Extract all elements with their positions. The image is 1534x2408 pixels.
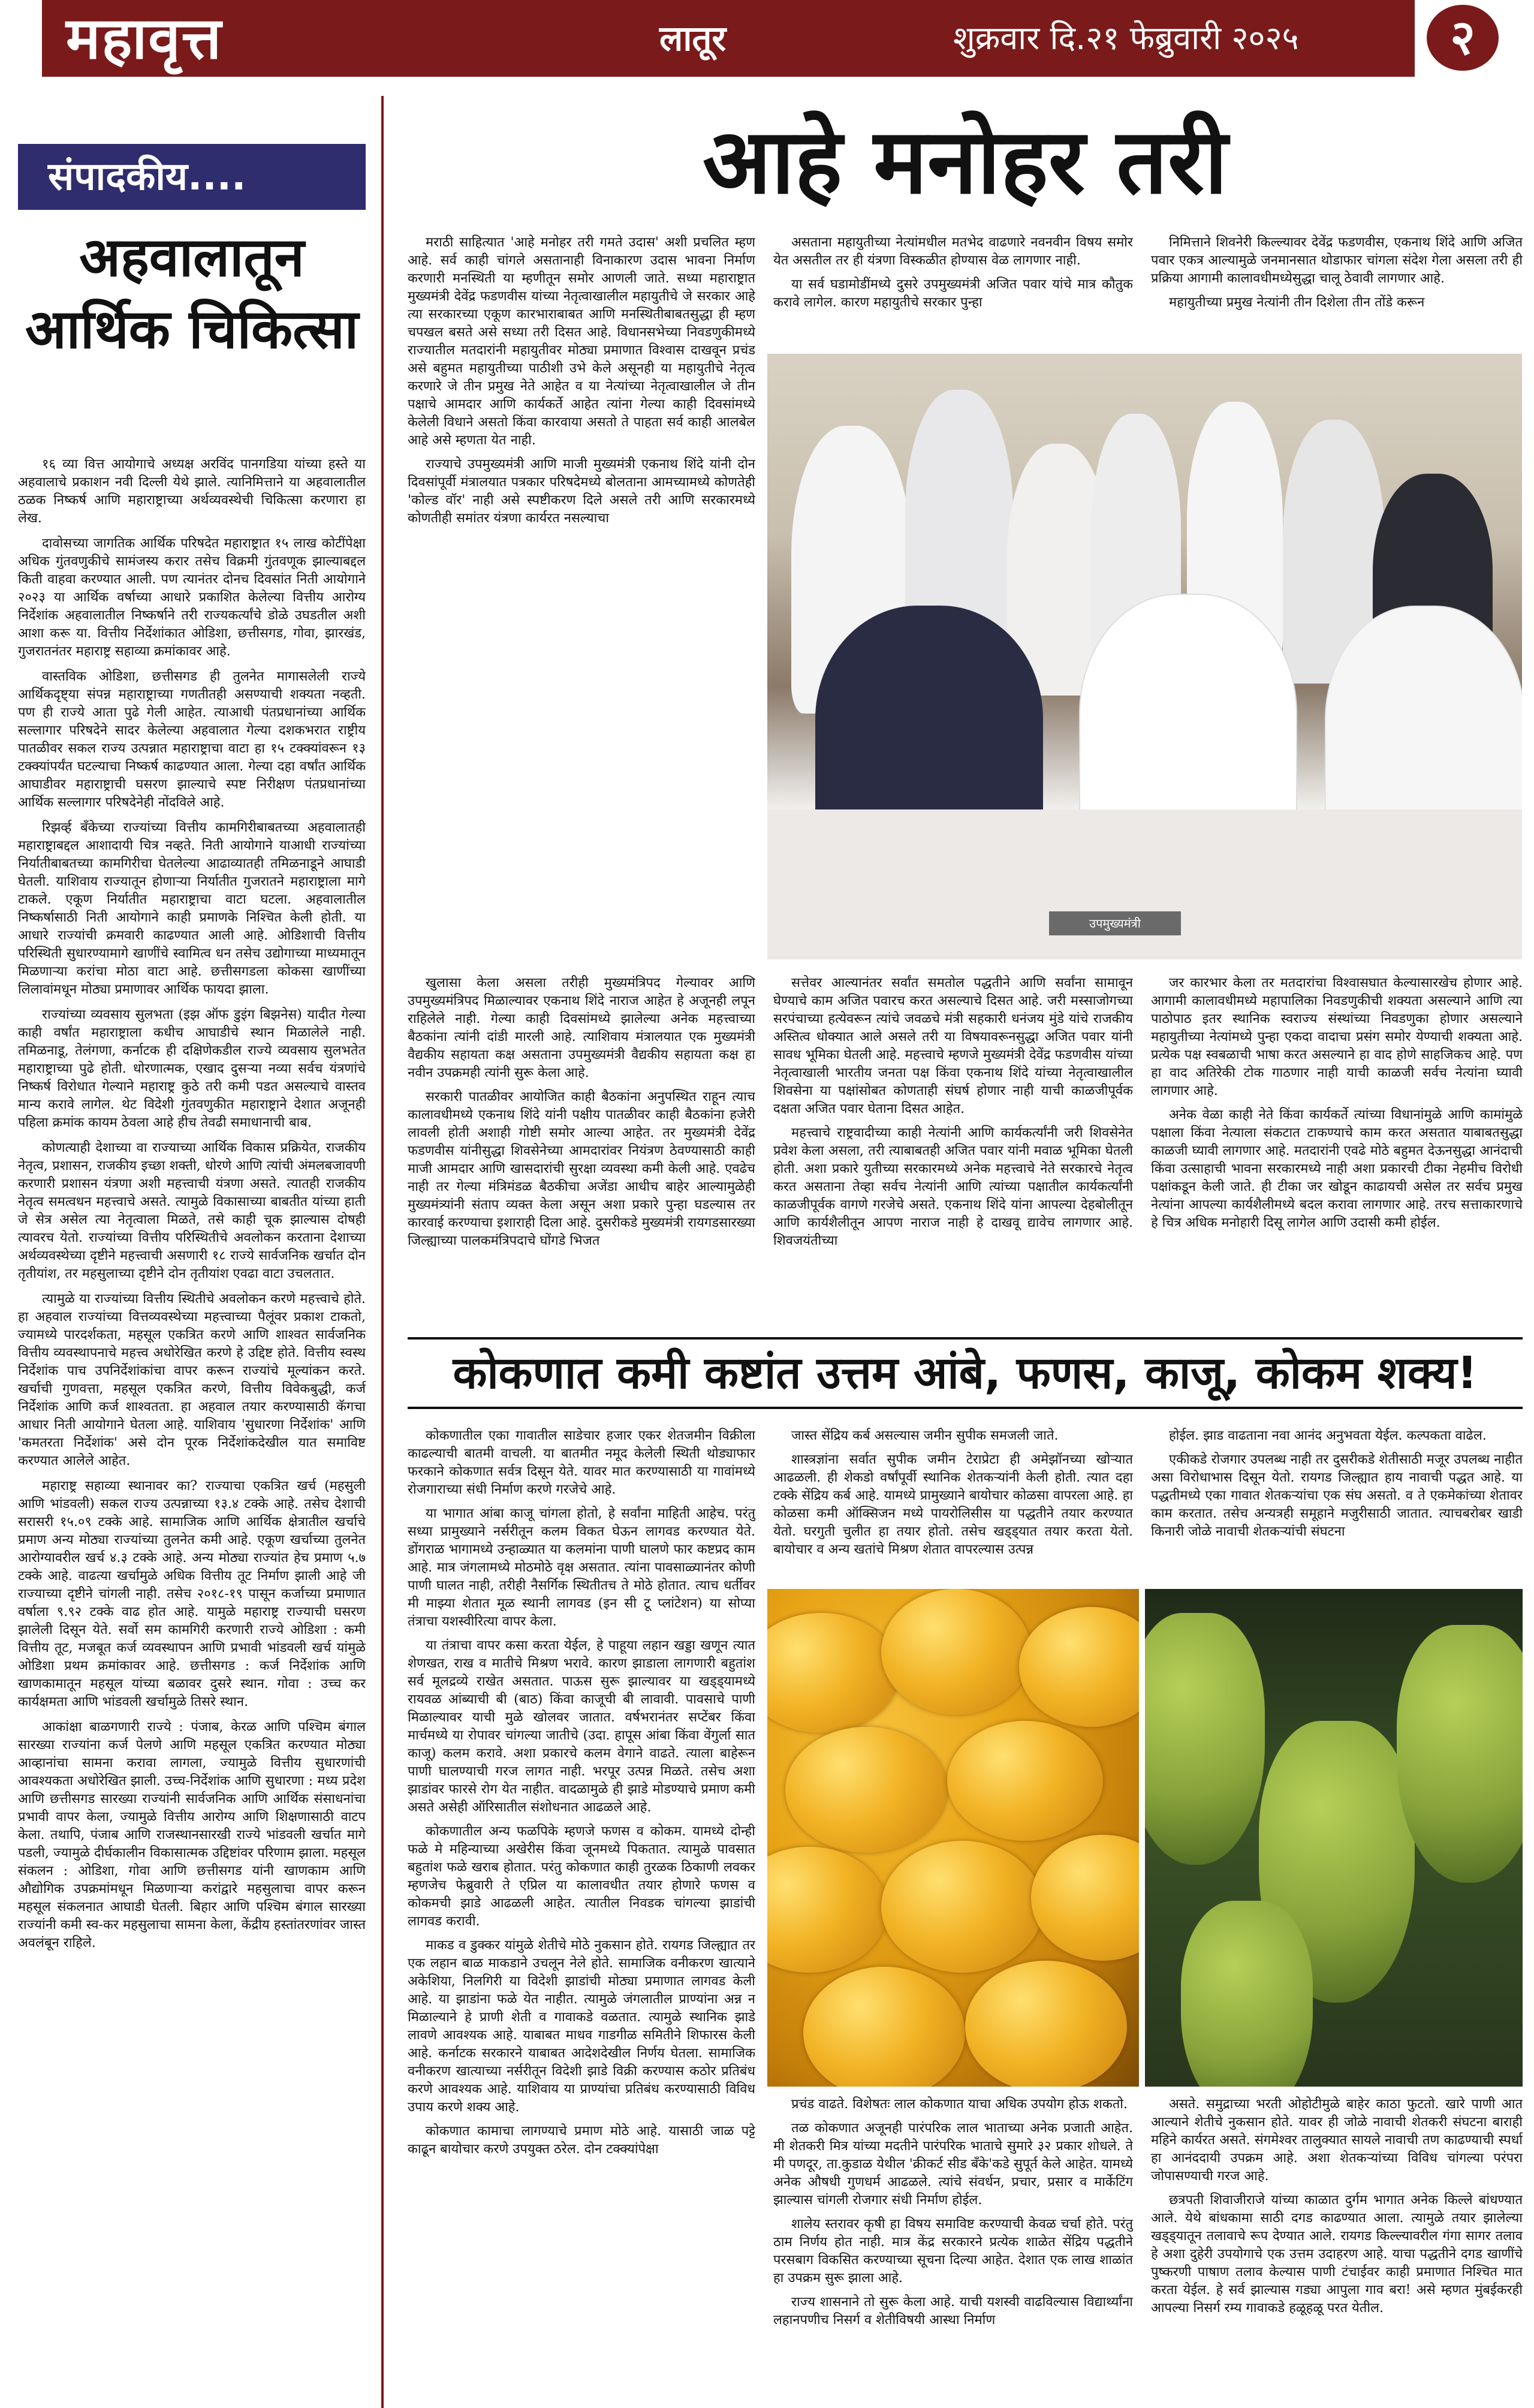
story1-column-3-bottom bbox=[1151, 974, 1523, 1328]
mango-fruit bbox=[881, 1589, 1031, 1715]
story1-paragraph: खुलासा केला असला तरीही मुख्यमंत्रिपद गेल्यावर आणि उपमुख्यमंत्रिपद मिळाल्यावर एकनाथ शिंदे नाराज आहेत हे अजूनही लपून राहिलेले नाही. गेल्या काही दिवसांमध्ये झालेल्या अनेक महत्त्वाच्या बैठकांना त्यांनी दांडी मारली आहे. त्याशिवाय मंत्रालयात एक मुख्यमंत्री वैद्यकीय सहायता कक्ष असताना उपमुख्यमंत्री वैद्यकीय सहायता कक्ष हा नवीन उपक्रमही त्यांनी सुरू केला आहे. bbox=[408, 976, 755, 1080]
editorial-paragraph: आकांक्षा बाळगणारी राज्ये : पंजाब, केरळ आणि पश्चिम बंगाल सारख्या राज्यांना कर्ज पेलणे आणि महसूल एकत्रित करण्यात मोठ्या आव्हानांचा सामना करावा लागला, ज्यामुळे वित्तीय सुधारणांची आवश्यकता अधोरेखित झाली. उच्च-निर्देशांक आणि सुधारणा : मध्य प्रदेश आणि छत्तीसगड सारख्या राज्यांनी सार्वजनिक आणि आर्थिक संसाधनांचा प्रभावी वापर केला, ज्यामुळे वित्तीय आरोग्य आणि शिक्षणासाठी वाटप केला. तथापि, पंजाब आणि राजस्थानसारखी राज्ये भांडवली खर्चात मागे पडली, ज्यामुळे दीर्घकालीन विकासात्मक उद्दिष्टांवर परिणाम झाला. महसूल संकलन : ओडिशा, गोवा आणि छत्तीसगड यांनी खाणकाम आणि औद्योगिक उपक्रमांमधून मिळणाऱ्या करांद्वारे महसुलाचा वापर करून महसूल संकलनात आघाडी घेतली. बिहार आणि पश्चिम बंगाल सारख्या राज्यांनी कमी स्व-कर महसुलाचा सामना केला, केंद्रीय हस्तांतरणांवर जास्त अवलंबून राहिले. bbox=[18, 1720, 366, 1951]
story2-column-1 bbox=[408, 1427, 755, 2398]
mango-fruit bbox=[1031, 1835, 1139, 1961]
editorial-paragraph: दावोसच्या जागतिक आर्थिक परिषदेत महाराष्ट्रात १५ लाख कोटींपेक्षा अधिक गुंतवणुकीचे सामंजस्य करार तसेच विक्रमी गुंतवणूक झाल्याबद्दल किती वाहवा करण्यात आली. पण त्यानंतर दोनच दिवसांत निती आयोगाने २०२३ या आर्थिक वर्षाच्या आधारे प्रकाशित केलेल्या वित्तीय आरोग्य निर्देशांक अहवालातील निष्कर्षाने तरी राज्यकर्त्यांचे डोळे उघडतील अशी आशा करू या. वित्तीय निर्देशांकात ओडिशा, छत्तीसगड, गोवा, झारखंड, गुजरातनंतर महाराष्ट्र सहाव्या क्रमांकावर आहे. bbox=[18, 536, 366, 659]
story1-paragraph: असताना महायुतीच्या नेत्यांमधील मतभेद वाढणारे नवनवीन विषय समोर येत असतील तर ही यंत्रणा विस्कळीत होण्यास वेळ लागणार नाही. bbox=[773, 235, 1133, 268]
editorial-paragraph: राज्यांच्या व्यवसाय सुलभता (इझ ऑफ डुइंग बिझनेस) यादीत गेल्या काही वर्षांत महाराष्ट्राला कधीच आघाडीचे स्थान मिळालेले नाही. तमिळनाडू, तेलंगणा, कर्नाटक ही दक्षिणेकडील राज्ये व्यवसाय सुलभतेत महाराष्ट्राच्या पुढे होती. धोरणात्मक, एखाद दुसऱ्या नव्या सर्वच यंत्रणांचे निष्कर्ष विरोधात गेल्याने महाराष्ट्र कुठे तरी कमी पडत असल्याचे वास्तव मान्य करावे लागेल. थेट विदेशी गुंतवणुकीत महाराष्ट्राने देशात अजूनही पहिला क्रमांक कायम ठेवला आहे हीच तेवढी समाधानाची बाब. bbox=[18, 1007, 366, 1130]
mango-fruit bbox=[965, 1961, 1127, 2087]
story1-column-1-top bbox=[408, 234, 755, 971]
story2-paragraph: कोकणात कामाचा लागण्याचे प्रमाण मोठे आहे. यासाठी जाळ पट्टे काढून बायोचार करणे उपयुक्त ठरेल. दोन टक्क्यांपेक्षा bbox=[408, 2124, 755, 2157]
story2-column-3-bottom bbox=[1151, 2096, 1523, 2401]
story1-paragraph: मराठी साहित्यात 'आहे मनोहर तरी गमते उदास' अशी प्रचलित म्हण आहे. सर्व काही चांगले असतानाही विनाकारण उदास भावना निर्माण करणारी मनस्थिती या म्हणीतून समोर आणली जाते. सध्या महाराष्ट्रात मुख्यमंत्री देवेंद्र फडणवीस यांच्या नेतृत्वाखालील महायुतीचे जे सरकार आहे त्या सरकारच्या एकूण कारभाराबाबत आणि मनस्थितीबाबतसुद्धा ही म्हण चपखल बसते असे सध्या तरी दिसत आहे. विधानसभेच्या निवडणुकीमध्ये राज्यातील मतदारांनी महायुतीवर मोठ्या प्रमाणात विश्वास दाखवून प्रचंड असे बहुमत महायुतीच्या पाठीशी उभे केले असूनही या महायुतीचे नेतृत्व करणारे जे तीन प्रमुख नेते आहेत व या नेत्यांच्या नेतृत्वाखालील जे तीन पक्षाचे आमदार आणि कार्यकर्ते आहेत त्यांना गेल्या काही दिवसांमध्ये केलेली विधाने असतो किंवा कारवाया असतो ते पाहता सर्व काही आलबेल आहे असे म्हणता येत नाही. bbox=[408, 235, 755, 448]
photo-nameplate: उपमुख्यमंत्री bbox=[1049, 911, 1181, 935]
story1-column-2-bottom bbox=[773, 974, 1133, 1328]
edition-date: शुक्रवार दि.२१ फेब्रुवारी २०२५ bbox=[953, 19, 1299, 57]
editorial-paragraph: १६ व्या वित्त आयोगाचे अध्यक्ष अरविंद पानगडिया यांच्या हस्ते या अहवालाचे प्रकाशन नवी दिल्ली येथे झाले. त्यानिमित्ताने या अहवालातील ठळक निष्कर्ष आणि महाराष्ट्राच्या अर्थव्यवस्थेची चिकित्सा करणारा हा लेख. bbox=[18, 457, 366, 526]
story1-paragraph: या सर्व घडामोडींमध्ये दुसरे उपमुख्यमंत्री अजित पवार यांचे मात्र कौतुक करावे लागेल. कारण महायुतीचे सरकार पुन्हा bbox=[773, 277, 1133, 310]
masthead bbox=[0, 0, 1534, 77]
jackfruit bbox=[1397, 1625, 1523, 1883]
story1-column-3-top bbox=[1151, 234, 1523, 348]
story1-headline: आहे मनोहर तरी bbox=[703, 110, 1228, 214]
story2-paragraph: तळ कोकणात अजूनही पारंपरिक लाल भाताच्या अनेक प्रजाती आहेत. मी शेतकरी मित्र यांच्या मदतीने पारंपरिक भाताचे सुमारे ३२ प्रकार शोधले. ते मी पणदूर, ता.कुडाळ येथील 'क्रीकर्ट सीड बँके'कडे सुपूर्त केले आहेत. यामध्ये अनेक औषधी गुणधर्म आढळले. त्यांचे संवर्धन, प्रचार, प्रसार व मार्केटिंग झाल्यास चांगली रोजगार संधी निर्माण होईल. bbox=[773, 2121, 1133, 2208]
mango-fruit bbox=[785, 1727, 947, 1853]
story2-paragraph: कोकणातील एका गावातील साडेचार हजार एकर शेतजमीन विक्रीला काढल्याची बातमी वाचली. या बातमीत नमूद केलेली स्थिती थोड्याफार फरकाने कोकणात सर्वत्र दिसून येते. यावर मात करण्यासाठी या गावांमध्ये रोजगाराच्या संधी निर्माण करणे गरजेचे आहे. bbox=[408, 1428, 755, 1497]
story2-paragraph: जास्त सेंद्रिय कर्ब असल्यास जमीन सुपीक समजली जाते. bbox=[791, 1428, 1059, 1443]
story2-paragraph: या तंत्राचा वापर कसा करता येईल, हे पाहूया लहान खड्डा खणून त्यात शेणखत, राख व मातीचे मिश्रण भरावे. कारण झाडाला लागणारी बहुतांश सर्व मूलद्रव्ये राखेत असतात. पाऊस सुरू झाल्यावर या खड्ड्यामध्ये रायवळ आंब्याची बी (बाठ) किंवा काजूची बी लावावी. पावसाचे पाणी मिळाल्यावर याची मुळे खोलवर जातात. वर्षभरानंतर सप्टेंबर किंवा मार्चमध्ये या रोपावर चांगल्या जातीचे (उदा. हापूस आंबा किंवा वेंगुर्ला सात काजू) कलम करावे. अशा प्रकारचे कलम वेगाने वाढते. त्याला बाहेरून पाणी घालण्याची गरज लागत नाही. भरपूर उत्पन्न मिळते. तसेच अशा झाडांवर फारसे रोग येत नाहीत. वादळामुळे ही झाडे मोडण्याचे प्रमाण कमी असते असेही ऑरिसातील संशोधनात आढळले आहे. bbox=[408, 1638, 755, 1815]
story1-column-1-bottom bbox=[408, 974, 755, 1328]
editorial-body bbox=[18, 456, 366, 2386]
story1-paragraph: राज्याचे उपमुख्यमंत्री आणि माजी मुख्यमंत्री एकनाथ शिंदे यांनी दोन दिवसांपूर्वी मंत्रालयात पत्रकार परिषदेमध्ये बोलताना आमच्यामध्ये कोणतेही 'कोल्ड वॉर' नाही असे स्पष्टीकरण दिले असले तरी आणि सरकारमध्ये कोणतीही समांतर यंत्रणा कार्यरत नसल्याचा bbox=[408, 457, 755, 526]
story2-headline: कोकणात कमी कष्टांत उत्तम आंबे, फणस, काजू, कोकम शक्य! bbox=[408, 1337, 1523, 1409]
story2-paragraph: प्रचंड वाढते. विशेषतः लाल कोकणात याचा अधिक उपयोग होऊ शकतो. bbox=[791, 2097, 1128, 2112]
story2-paragraph: या भागात आंबा काजू चांगला होतो, हे सर्वांना माहिती आहेच. परंतु सध्या प्रामुख्याने नर्सरीतून कलम विकत घेऊन लागवड करण्यात येते. डोंगराळ भागामध्ये उन्हाळ्यात या कलमांना पाणी घालणे फार कष्टप्रद काम आहे. मात्र जंगलामध्ये मोठमोठे वृक्ष असतात. त्यांना पावसाळ्यानंतर कोणी पाणी घालत नाही, तरीही नैसर्गिक स्थितीतच ते मोठे होतात. त्याच धर्तीवर मी माझ्या शेतात मूळ स्थानी लागवड (इन सी टू प्लांटेशन) या सोप्या तंत्राचा यशस्वीरित्या वापर केला. bbox=[408, 1506, 755, 1629]
story1-paragraph: जर कारभार केला तर मतदारांचा विश्वासघात केल्यासारखेच होणार आहे. आगामी कालावधीमध्ये महापालिका निवडणुकीची शक्यता असल्याने आणि त्या पाठोपाठ इतर स्थानिक स्वराज्य संस्थांच्या निवडणुका होणार असल्याने महायुतीच्या नेत्यांमध्ये पुन्हा एकदा वादाचा प्रसंग समोर येण्याची शक्यता आहे. प्रत्येक पक्ष स्वबळाची भाषा करत असल्याने हा वाद होणे साहजिकच आहे. पण हा वाद अतिरेकी टोक गाठणार नाही याची काळजी सर्वच नेत्यांना घ्यावी लागणार आहे. bbox=[1151, 976, 1523, 1098]
mango-photo bbox=[767, 1589, 1139, 2087]
jackfruit bbox=[1145, 1613, 1265, 1865]
newspaper-brand: महावृत्त bbox=[42, 0, 432, 77]
story2-paragraph: राज्य शासनाने तो सुरू केला आहे. याची यशस्वी वाढविल्यास विद्यार्थ्यांना लहानपणीच निसर्ग व शेतीविषयी आस्था निर्माण bbox=[773, 2295, 1133, 2328]
story1-paragraph: सरकारी पातळीवर आयोजित काही बैठकांना अनुपस्थित राहून त्याच कालावधीमध्ये एकनाथ शिंदे यांनी पक्षीय पातळीवर काही बैठकांना हजेरी लावली होती अशाही गोष्टी समोर आल्या आहेत. तर मुख्यमंत्री देवेंद्र फडणवीस यांनीसुद्धा शिवसेनेच्या आमदारांवर नियंत्रण ठेवण्यासाठी काही माजी आमदार आणि खासदारांची सुरक्षा व्यवस्था कमी केली आहे. एवढेच नाही तर गेल्या मंत्रिमंडळ बैठकीचा अजेंडा आधीच बाहेर आल्यामुळेही मुख्यमंत्र्यांनी संताप व्यक्त केला असून अशा प्रकारे पुन्हा घडल्यास तर कारवाई करण्याचा इशाराही दिला आहे. दुसरीकडे मुख्यमंत्री रायगडसारख्या जिल्ह्याच्या पालकमंत्रिपदाचे घोंगडे भिजत bbox=[408, 1089, 755, 1248]
mango-fruit bbox=[803, 1967, 965, 2087]
story2-paragraph: शास्त्रज्ञांना सर्वात सुपीक जमीन टेराप्रेटा ही अमेझॉनच्या खोऱ्यात आढळली. ही शेकडो वर्षांपूर्वी स्थानिक शेतकऱ्यांनी केली होती. त्यात दहा टक्के सेंद्रिय कर्ब आहे. यामध्ये प्रामुख्याने बायोचार कोळसा वापरला आहे. हा कोळसा कमी ऑक्सिजन मध्ये पायरोलिसीस या पद्धतीने तयार करण्यात येतो. घरगुती चुलीत हा तयार होतो. तसेच खड्ड्यात तयार करता येतो. बायोचार व अन्य खतांचे मिश्रण शेतात वापरल्यास उत्पन्न bbox=[773, 1452, 1133, 1557]
edition-city: लातूर bbox=[659, 18, 727, 59]
editorial-title: अहवालातून आर्थिक चिकित्सा bbox=[25, 226, 359, 361]
story2-paragraph: शालेय स्तरावर कृषी हा विषय समाविष्ट करण्याची केवळ चर्चा होते. परंतु ठाम निर्णय होत नाही. मात्र केंद्र सरकारने प्रत्येक शाळेत सेंद्रिय पद्धतीने परसबाग विकसित करण्याच्या सूचना दिल्या आहेत. देशात एक लाख शाळांत हा उपक्रम सुरू झाला आहे. bbox=[773, 2217, 1133, 2286]
story2-column-2-bottom bbox=[773, 2096, 1133, 2401]
story1-paragraph: महायुतीच्या प्रमुख नेत्यांनी तीन दिशेला तीन तोंडे करून bbox=[1169, 295, 1425, 310]
mango-fruit bbox=[767, 1847, 887, 1973]
story1-paragraph: निमित्ताने शिवनेरी किल्ल्यावर देवेंद्र फडणवीस, एकनाथ शिंदे आणि अजित पवार एकत्र आल्यामुळे जनमानसात थोडाफार चांगला संदेश गेला असला तरी ही प्रक्रिया आगामी कालावधीमध्येसुद्धा चालू ठेवावी लागणार आहे. bbox=[1151, 235, 1523, 286]
story1-paragraph: महत्त्वाचे राष्ट्रवादीच्या काही नेत्यांनी आणि कार्यकर्त्यांनी जरी शिवसेनेत प्रवेश केला असला, तरी त्याबाबतही अजित पवार यांनी मवाळ भूमिका घेतली होती. अशा प्रकारे युतीच्या सरकारमध्ये अनेक महत्त्वाचे नेते सरकारचे नेतृत्व करत असताना तेव्हा सर्वच नेत्यांनी आणि त्यांच्या पक्षातील कार्यकर्त्यांनी काळजीपूर्वक वागणे गरजेचे असते. एकनाथ शिंदे यांना आपल्या देहबोलीतून आणि कार्यशैलीतून आपण नाराज नाही हे दाखवू द्यावेच लागणार आहे. शिवजयंतीच्या bbox=[773, 1125, 1133, 1248]
jackfruit bbox=[1181, 1901, 1313, 2087]
story2-paragraph: असते. समुद्राच्या भरती ओहोटीमुळे बाहेर काठा फुटतो. खारे पाणी आत आल्याने शेतीचे नुकसान होते. यावर ही जोळे नावाची शेतकरी संघटना बाराही महिने कार्यरत असते. संगमेश्वर तालुक्यात सायले नावाची तण काढण्याची स्पर्धा हा आनंददायी उपक्रम आहे. अशा शेतकऱ्यांच्या विविध चांगल्या परंपरा जोपासण्याची गरज आहे. bbox=[1151, 2097, 1523, 2184]
photo-conference-table bbox=[767, 809, 1522, 959]
editorial-paragraph: कोणत्याही देशाच्या वा राज्याच्या आर्थिक विकास प्रक्रियेत, राजकीय नेतृत्व, प्रशासन, राजकीय इच्छा शक्ती, धोरणे आणि त्यांची अंमलबजावणी करणारी प्रशासन यंत्रणा अशी महत्त्वाची यंत्रणा असते. त्यातही राजकीय नेतृत्व समत्वधन महत्त्वाचे असते. त्यामुळे विकासाच्या बाबतीत यांच्या हाती जे सेत्र असेल त्या नेतृत्वाला मिळते, तसे काही चूक झाल्यास दोषही त्यावरच येतो. राज्यांच्या वित्तीय परिस्थितीचे अवलोकन करताना देशाच्या अर्थव्यवस्थेच्या दृष्टीने महत्त्वाची असणारी १८ राज्ये सार्वजनिक खर्चात दोन तृतीयांश, तर महसुलाच्या दृष्टीने दोन तृतीयांश एवढा वाटा उचलतात. bbox=[18, 1140, 366, 1281]
editorial-paragraph: त्यामुळे या राज्यांच्या वित्तीय स्थितीचे अवलोकन करणे महत्त्वाचे होते. हा अहवाल राज्यांच्या वित्तव्यवस्थेच्या महत्त्वाच्या पैलूंवर प्रकाश टाकतो, ज्यामध्ये पारदर्शकता, महसूल एकत्रित करणे आणि शाश्वत सार्वजनिक वित्तीय व्यवस्थापनाचे महत्त्व अधोरेखित करणे हे उद्दिष्ट होते. वित्तीय स्वस्थ निर्देशांक पाच उपनिर्देशांकांचा वापर करून राज्यांचे मूल्यांकन करते. खर्चाची गुणवत्ता, महसूल एकत्रित करणे, वित्तीय विवेकबुद्धी, कर्ज निर्देशांक आणि कर्ज शाश्वतता. हा अहवाल तयार करण्यासाठी कॅगचा आधार निती आयोगाने घेतला आहे. याशिवाय 'सुधारणा निर्देशांक' आणि 'कमतरता निर्देशांक' असे दोन पूरक निर्देशांकदेखील यात समाविष्ट करण्यात आलेले आहेत. bbox=[18, 1292, 366, 1468]
story2-column-3-top bbox=[1151, 1427, 1523, 1583]
story2-paragraph: एकीकडे रोजगार उपलब्ध नाही तर दुसरीकडे शेतीसाठी मजूर उपलब्ध नाहीत असा विरोधाभास दिसून येतो. रायगड जिल्ह्यात हाय नावाची पद्धत आहे. या पद्धतीमध्ये एका गावात शेतकऱ्यांचा एक संघ असतो. व ते एकमेकांच्या शेतावर काम करतात. तसेच अन्यत्रही समूहाने मजुरीसाठी जातात. त्याचबरोबर खाडी किनारी जोळे नावाची शेतकऱ्यांची संघटना bbox=[1151, 1452, 1523, 1539]
story2-paragraph: छत्रपती शिवाजीराजे यांच्या काळात दुर्गम भागात अनेक किल्ले बांधण्यात आले. येथे बांधकामा साठी दगड काढण्यात आला. त्यामुळे तयार झालेल्या खड्ड्यातून तलावाचे रूप देण्यात आले. रायगड किल्ल्यावरील गंगा सागर तलाव हे अशा दुहेरी उपयोगाचे एक उत्तम उदाहरण आहे. याचा पद्धतीने दगड खाणींचे पुष्करणी पाषाण तलाव केल्यास पाणी टंचाईवर काही प्रमाणात निश्चित मात करता येईल. हे सर्व झाल्यास गड्या आपुला गाव बरा! असे म्हणत मुंबईकरही आपल्या निसर्ग रम्य गावाकडे हळूहळू परत येतील. bbox=[1151, 2193, 1523, 2316]
mango-fruit bbox=[1019, 1607, 1139, 1727]
story2-paragraph: माकड व डुक्कर यांमुळे शेतीचे मोठे नुकसान होते. रायगड जिल्ह्यात तर एक लहान बाळ माकडाने उचलून नेले होते. सामाजिक वनीकरण खात्याने अकेशिया, निलगिरी या विदेशी झाडांची मोठ्या प्रमाणात लागवड केली आहे. या झाडांना फळे येत नाहीत. त्यामुळे जंगलातील प्राण्यांना अन्न न मिळाल्याने हे प्राणी शेती व गावाकडे वळतात. त्यामुळे स्थानिक झाडे लावणे आवश्यक आहे. याबाबत माधव गाडगीळ समितीने शिफारस केली आहे. कर्नाटक सरकारने याबाबत आदेशदेखील निर्णय घेतला. सामाजिक वनीकरण खात्याच्या नर्सरीतून विदेशी झाडे विक्री करण्यास कठोर प्रतिबंध करणे आवश्यक आहे. याशिवाय या प्राण्यांचा प्रतिबंध करण्यासाठी विविध उपाय करणे शक्य आहे. bbox=[408, 1938, 755, 2115]
story1-column-2-top bbox=[773, 234, 1133, 348]
editorial-tag: संपादकीय.... bbox=[18, 144, 366, 210]
story1-paragraph: सत्तेवर आल्यानंतर सर्वांत समतोल पद्धतीने आणि सर्वांना सामावून घेण्याचे काम अजित पवारच करत असल्याचे दिसत आहे. जरी मस्साजोगच्या सरपंचाच्या हत्येवरून त्यांचे जवळचे मंत्री सहकारी धनंजय मुंडे यांचे राजकीय अस्तित्व धोक्यात आले असले तरी या विषयावरूनसुद्धा अजित पवार यांनी सावध भूमिका घेतली आहे. महत्त्वाचे म्हणजे मुख्यमंत्री देवेंद्र फडणवीस यांच्या नेतृत्वाखाली भारतीय जनता पक्ष किंवा एकनाथ शिंदे यांच्या नेतृत्वाखालील शिवसेना या पक्षांसोबत कोणताही संघर्ष होणार नाही याची काळजीपूर्वक दक्षता अजित पवार घेताना दिसत आहेत. bbox=[773, 976, 1133, 1116]
mango-fruit bbox=[881, 1841, 1043, 1973]
story2-paragraph: होईल. झाड वाढताना नवा आनंद अनुभवता येईल. कल्पकता वाढेल. bbox=[1169, 1428, 1487, 1443]
editorial-paragraph: महाराष्ट्र सहाव्या स्थानावर का? राज्याचा एकत्रित खर्च (महसुली आणि भांडवली) सकल राज्य उत्पन्नाच्या १३.४ टक्के आहे. तसेच देशाची सरासरी १५.०९ टक्के आहे. सामाजिक आणि आर्थिक क्षेत्रातील खर्चाचे प्रमाण अन्य मोठ्या राज्यांच्या तुलनेत कमी आहे. एकूण खर्चाच्या तुलनेत आरोग्यावरील खर्च ४.३ टक्के आहे. अन्य मोठ्या राज्यांत हेच प्रमाण ५.७ टक्के आहे. वाढत्या खर्चामुळे अधिक वित्तीय तूट निर्माण झाली आहे जी राज्याच्या दृष्टीने चांगली नाही. तसेच २०१८-१९ पासून कर्जाच्या प्रमाणात वर्षाला ९.९२ टक्के वाढ होत आहे. यामुळे महाराष्ट्र राज्याची घसरण झालेली दिसून येते. सर्वो सम कामगिरी करणारी राज्ये ओडिशा : कमी वित्तीय तूट, मजबूत कर्ज व्यवस्थापन आणि प्रभावी भांडवली खर्च यांमुळे ओडिशा प्रथम क्रमांकावर आहे. छत्तीसगड : कर्ज निर्देशांक आणि खाणकामातून महसूल यांच्या बळावर दुसरे स्थान. गोवा : उच्च कर कार्यक्षमता आणि भांडवली खर्चामुळे तिसरे स्थान. bbox=[18, 1479, 366, 1709]
story2-paragraph: कोकणातील अन्य फळपिके म्हणजे फणस व कोकम. यामध्ये दोन्ही फळे मे महिन्याच्या अखेरीस किंवा जूनमध्ये पिकतात. त्यामुळे पावसात बहुतांश फळे खराब होतात. परंतु कोकणात काही तुरळक ठिकाणी लवकर म्हणजेच फेब्रुवारी ते एप्रिल या कालावधीत तयार होणारे फणस व कोकमची झाडे आढळली आहेत. त्यातील निवडक चांगल्या झाडांची लागवड करावी. bbox=[408, 1824, 755, 1929]
masthead-band bbox=[432, 0, 1415, 77]
editorial-paragraph: रिझर्व्ह बँकेच्या राज्यांच्या वित्तीय कामगिरीबाबतच्या अहवालातही महाराष्ट्राबद्दल आशादायी चित्र नव्हते. निती आयोगाने याआधी राज्यांच्या निर्यातीबाबतच्या कामगिरीचा घेतलेल्या आढाव्यातही तमिळनाडूने आघाडी घेतली. याशिवाय राज्यातून होणाऱ्या निर्यातीत गुजरातने महाराष्ट्राला मागे टाकले. एकूण निर्यातीत महाराष्ट्राचा वाटा घटला. अहवालातील निष्कर्षासाठी निती आयोगाने काही प्रमाणके निश्चित केली होती. या आधारे राज्यांची क्रमवारी काढण्यात आली आहे. ओडिशाची वित्तीय परिस्थिती सुधारण्यामागे खाणींचे स्वामित्व धन तसेच उद्योगाच्या माध्यमातून मिळणाऱ्या करांचा मोठा वाटा आहे. छत्तीसगडला कोकसा खाणींच्या लिलावांमधून मोठ्या प्रमाणावर आर्थिक फायदा झाला. bbox=[18, 820, 366, 997]
editorial-column bbox=[0, 96, 384, 2408]
mango-fruit bbox=[947, 1721, 1103, 1841]
page-number: २ bbox=[1427, 5, 1499, 71]
story1-paragraph: अनेक वेळा काही नेते किंवा कार्यकर्ते त्यांच्या विधानांमुळे आणि कामांमुळे पक्षाला किंवा नेत्याला संकटात टाकण्याचे काम करत असतात याबाबतसुद्धा काळजी घ्यावी लागणार आहे. मतदारांनी एवढे मोठे बहुमत देऊनसुद्धा आनंदाची किंवा उत्साहाची भावना सरकारमध्ये नाही अशा प्रकारची टीका नेहमीच विरोधी पक्षांकडून केली जाते. ही टीका जर खोडून काढायची असेल तर सर्वच प्रमुख नेत्यांना आपल्या कार्यशैलीमध्ये बदल करावा लागणार आहे. तरच सत्ताकारणाचे हे चित्र अधिक मनोहारी दिसू लागेल आणि उदासी कमी होईल. bbox=[1151, 1107, 1523, 1230]
story2-column-2-top bbox=[773, 1427, 1133, 1583]
editorial-paragraph: वास्तविक ओडिशा, छत्तीसगड ही तुलनेत मागासलेली राज्ये आर्थिकदृष्ट्या संपन्न महाराष्ट्राच्या गणतीतही असण्याची शक्यता नव्हती. पण ही राज्ये आता पुढे गेली आहेत. त्याआधी पंतप्रधानांच्या आर्थिक सल्लागार परिषदेने सादर केलेल्या अहवालात गेल्या दशकभरात राष्ट्रीय पातळीवर सकल राज्य उत्पन्नात महाराष्ट्राचा वाटा हा १५ टक्क्यांवरून १३ टक्क्यांपर्यंत घटल्याचा निष्कर्ष काढण्यात आला. गेल्या दहा वर्षांत आर्थिक आघाडीवर महाराष्ट्राची घसरण झाल्याचे स्पष्ट निरीक्षण पंतप्रधानांच्या आर्थिक सल्लागार परिषदेनेही नोंदविले आहे. bbox=[18, 669, 366, 810]
jackfruit-photo bbox=[1145, 1589, 1523, 2087]
leaders-meeting-photo bbox=[767, 354, 1522, 959]
mango-fruit bbox=[767, 1613, 899, 1733]
